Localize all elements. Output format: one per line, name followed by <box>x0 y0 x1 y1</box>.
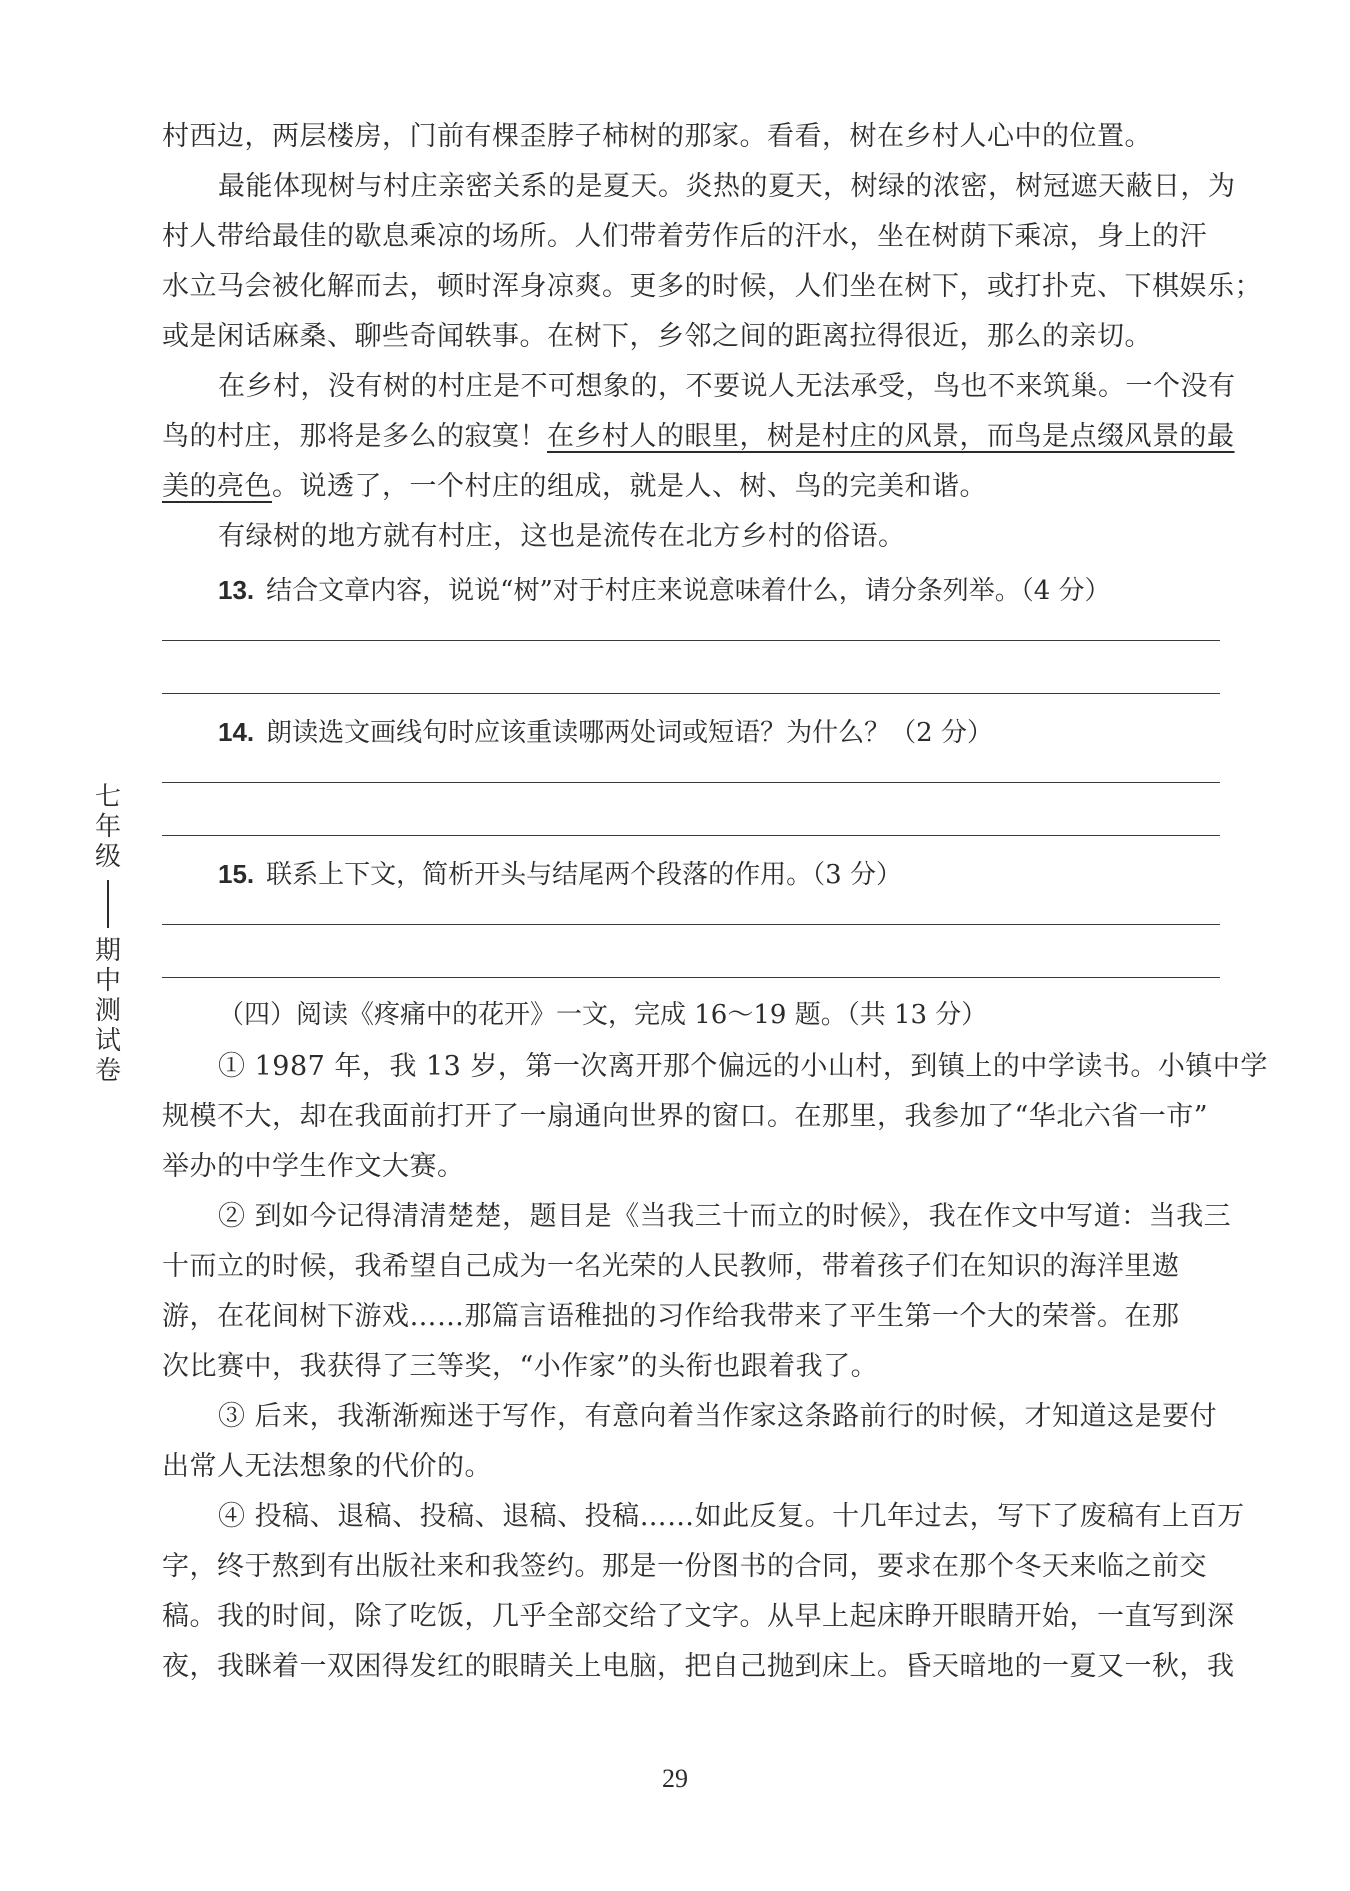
main-content <box>162 112 1268 1692</box>
question-text: 朗读选文画线句时应该重读哪两处词或短语？为什么？（2 分） <box>266 718 993 748</box>
text-line: 有绿树的地方就有村庄，这也是流传在北方乡村的俗语。 <box>218 521 906 552</box>
question-15 <box>162 846 1220 902</box>
text-line: 规模不大，却在我面前打开了一扇通向世界的窗口。在那里，我参加了“华北六省一市” <box>162 1101 1209 1132</box>
answer-line[interactable] <box>162 641 1220 694</box>
side-label-char: 卷 <box>94 1056 121 1086</box>
answer-line[interactable] <box>162 902 1220 925</box>
answer-line[interactable] <box>162 618 1220 641</box>
question-number: 13. <box>218 575 255 605</box>
section-4-paragraph-2 <box>162 1192 1232 1392</box>
side-label-char: 级 <box>94 842 121 872</box>
question-13 <box>162 562 1220 618</box>
question-number: 14. <box>218 717 255 747</box>
text-line: 村西边，两层楼房，门前有棵歪脖子柿树的那家。看看，树在乡村人心中的位置。 <box>162 121 1152 152</box>
text-line: 游，在花间树下游戏……那篇言语稚拙的习作给我带来了平生第一个大的荣誉。在那 <box>162 1301 1180 1332</box>
side-label-char: 七 <box>94 782 121 812</box>
text-line <box>162 462 1220 512</box>
answer-line[interactable] <box>162 925 1220 978</box>
side-label <box>88 782 128 1086</box>
section-4-paragraph-1 <box>162 1042 1268 1192</box>
question-text: 结合文章内容，说说“树”对于村庄来说意味着什么，请分条列举。（4 分） <box>266 576 1111 606</box>
passage-paragraph-4 <box>162 512 1220 562</box>
page-number: 29 <box>662 1764 688 1793</box>
text-line: ④ 投稿、退稿、投稿、退稿、投稿……如此反复。十几年过去，写下了废稿有上百万 <box>218 1501 1245 1532</box>
answer-line[interactable] <box>162 760 1220 783</box>
text-line: 或是闲话麻桑、聊些奇闻轶事。在树下，乡邻之间的距离拉得很近，那么的亲切。 <box>162 321 1152 352</box>
text-line: 最能体现树与村庄亲密关系的是夏天。炎热的夏天，树绿的浓密，树冠遮天蔽日，为 <box>218 171 1236 202</box>
side-label-dash <box>107 880 109 928</box>
plain-text: 。说透了，一个村庄的组成，就是人、树、鸟的完美和谐。 <box>272 471 987 502</box>
question-number: 15. <box>218 859 255 889</box>
section-4-paragraph-4 <box>162 1492 1245 1692</box>
passage-paragraph-1 <box>162 112 1220 162</box>
text-line: 举办的中学生作文大赛。 <box>162 1151 465 1182</box>
text-line: 十而立的时候，我希望自己成为一名光荣的人民教师，带着孩子们在知识的海洋里遨 <box>162 1251 1180 1282</box>
text-line: ③ 后来，我渐渐痴迷于写作，有意向着当作家这条路前行的时候，才知道这是要付 <box>218 1401 1218 1432</box>
text-line: 在乡村，没有树的村庄是不可想象的，不要说人无法承受，鸟也不来筑巢。一个没有 <box>218 371 1236 402</box>
text-line: 字，终于熬到有出版社来和我签约。那是一份图书的合同，要求在那个冬天来临之前交 <box>162 1551 1207 1582</box>
underlined-sentence: 美的亮色 <box>162 471 272 502</box>
text-line: 次比赛中，我获得了三等奖，“小作家”的头衔也跟着我了。 <box>162 1351 879 1382</box>
text-line: ① 1987 年，我 13 岁，第一次离开那个偏远的小山村，到镇上的中学读书。小镇中学 <box>218 1051 1268 1082</box>
section-4-paragraph-3 <box>162 1392 1220 1492</box>
text-line: 出常人无法想象的代价的。 <box>162 1451 492 1482</box>
side-label-char: 期 <box>94 936 121 966</box>
text-line: 夜，我眯着一双困得发红的眼睛关上电脑，把自己抛到床上。昏天暗地的一夏又一秋，我 <box>162 1651 1235 1682</box>
text-line: 水立马会被化解而去，顿时浑身凉爽。更多的时候，人们坐在树下，或打扑克、下棋娱乐； <box>162 271 1262 302</box>
passage-paragraph-2 <box>162 162 1262 362</box>
answer-line[interactable] <box>162 783 1220 836</box>
passage-paragraph-3 <box>162 362 1236 512</box>
question-text: 联系上下文，简析开头与结尾两个段落的作用。（3 分） <box>266 860 902 890</box>
text-line: 稿。我的时间，除了吃饭，几乎全部交给了文字。从早上起床睁开眼睛开始，一直写到深 <box>162 1601 1235 1632</box>
text-line: ② 到如今记得清清楚楚，题目是《当我三十而立的时候》，我在作文中写道：当我三 <box>218 1201 1232 1232</box>
question-14 <box>162 704 1220 760</box>
plain-text: 鸟的村庄，那将是多么的寂寞！ <box>162 421 547 452</box>
side-label-char: 试 <box>94 1026 121 1056</box>
text-line <box>162 412 1235 462</box>
side-label-char: 中 <box>94 966 121 996</box>
underlined-sentence: 在乡村人的眼里，树是村庄的风景，而鸟是点缀风景的最 <box>547 421 1235 452</box>
side-label-char: 测 <box>94 996 121 1026</box>
text-line: 村人带给最佳的歇息乘凉的场所。人们带着劳作后的汗水，坐在树荫下乘凉，身上的汗 <box>162 221 1207 252</box>
section-4-title: （四）阅读《疼痛中的花开》一文，完成 16～19 题。（共 13 分） <box>218 1000 988 1030</box>
side-label-char: 年 <box>94 812 121 842</box>
